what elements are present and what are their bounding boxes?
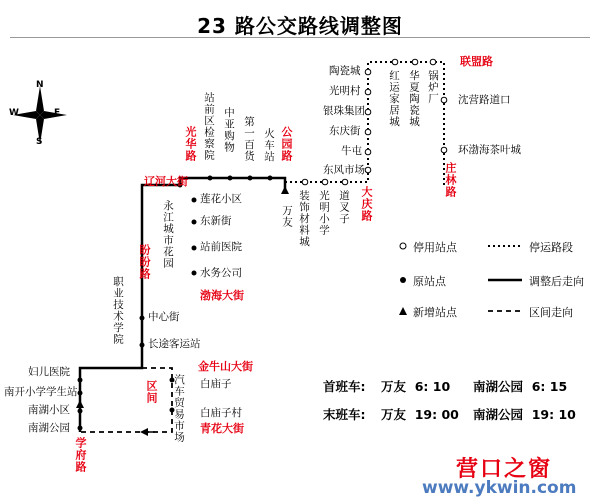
stop-zhanqian-yiyuan: 站前医院 — [200, 241, 242, 253]
stop-yinzhu-jituan: 银珠集团 — [323, 105, 365, 117]
street-zhuanglin: 庄林路 — [444, 162, 457, 198]
stop-guangming-xiaoxue: 光明小学 — [318, 190, 330, 236]
schedule-last-label: 末班车: — [323, 407, 366, 422]
stop-lianhua-xiaoqu: 莲花小区 — [200, 193, 242, 205]
stop-hongyun-jiaju-cheng: 红运家居城 — [388, 70, 400, 128]
compass-w: W — [9, 108, 19, 118]
schedule-last-nanhu: 南湖公园 19: 10 — [473, 407, 576, 422]
street-bohai: 渤海大街 — [200, 289, 244, 302]
street-quhe: 区间 — [145, 380, 158, 404]
stop-fuer-yiyuan: 妇儿医院 — [28, 366, 70, 378]
stop-dongxin-jie: 东新街 — [200, 215, 232, 227]
schedule-first-wanyou: 万友 6: 10 — [381, 379, 451, 394]
legend-new-station: 新增站点 — [413, 306, 457, 319]
compass-n: N — [36, 80, 44, 90]
stop-shenying-lu-daokou: 沈营路道口 — [458, 94, 511, 106]
stop-shuiwu-gongsi: 水务公司 — [200, 267, 242, 279]
schedule-last-wanyou: 万友 19: 00 — [381, 407, 459, 422]
stop-taoci-cheng: 陶瓷城 — [329, 65, 361, 77]
legend-original-station: 原站点 — [413, 275, 446, 288]
stop-nanhu-gongyuan: 南湖公园 — [28, 422, 70, 434]
stop-yongjiang-chenghuayuan: 永江城市花园 — [162, 200, 174, 269]
street-xuefu: 学府路 — [74, 437, 87, 473]
street-qinghua: 青花大街 — [200, 422, 244, 435]
street-daqing: 大庆路 — [360, 186, 373, 222]
stop-wanyou: 万友 — [281, 205, 293, 228]
street-lianmeng: 联盟路 — [460, 55, 493, 68]
street-jinshan: 金牛山大街 — [198, 360, 253, 373]
street-guanghua: 光华路 — [184, 126, 197, 162]
page-title: 23 路公交路线调整图 — [197, 14, 403, 38]
watermark-url: www.ykwin.com — [422, 478, 577, 498]
stop-zhiye-jishu-xueyuan: 职业技术学院 — [112, 276, 124, 345]
street-gongyuan: 公园路 — [280, 126, 293, 162]
stop-zhongya-gouwu: 中亚购物 — [223, 107, 235, 153]
legend-stopped-station: 停用站点 — [413, 241, 457, 254]
watermark-logo-text: 营口之窗 — [456, 456, 553, 482]
stop-huanbohai-chaye-cheng: 环渤海茶叶城 — [458, 144, 521, 156]
interval-route-line — [80, 368, 172, 432]
legend-adjusted-route: 调整后走向 — [529, 275, 584, 288]
stop-qiche-maoyi-shichang: 汽车贸易市场 — [173, 374, 185, 443]
stop-niutun: 牛屯 — [341, 145, 362, 157]
legend-interval-route: 区间走向 — [529, 306, 573, 319]
legend-stopped-section: 停运路段 — [529, 241, 573, 254]
stop-huaxia-taoci-cheng: 华夏陶瓷城 — [408, 70, 420, 128]
stop-nanhu-xiaoqu: 南湖小区 — [28, 404, 70, 416]
stop-nankai-xiaoxue: 南开小学学生站 — [4, 386, 78, 398]
schedule-first-label: 首班车: — [323, 379, 366, 394]
stop-daochazi: 道叉子 — [338, 190, 350, 225]
stop-diyi-baihuo: 第一百货 — [243, 116, 255, 162]
stop-dongfeng-shichang: 东风市场 — [323, 164, 365, 176]
stop-guangming-cun: 光明村 — [329, 85, 361, 97]
stop-baimiaozi: 白庙子 — [200, 378, 232, 390]
stop-guolu-chang: 锅炉厂 — [427, 70, 439, 105]
stop-zhongxin-jie: 中心街 — [148, 311, 180, 323]
street-panpan: 盼盼路 — [138, 244, 151, 280]
street-liaohe: 辽河大街 — [144, 175, 188, 188]
compass-s: S — [36, 137, 43, 147]
stop-dongqing-jie: 东庆街 — [329, 125, 361, 137]
stop-baimiaozi-cun: 白庙子村 — [200, 407, 242, 419]
stop-zhuangshi-cailiao: 装饰材料城 — [298, 190, 310, 248]
schedule-first-nanhu: 南湖公园 6: 15 — [473, 379, 568, 394]
stop-huochezhan: 火车站 — [263, 128, 275, 163]
stop-changtu-keyunzhan: 长途客运站 — [148, 338, 201, 350]
compass-e: E — [54, 108, 61, 118]
stop-zhanqian-jianchayuan: 站前区检察院 — [203, 92, 215, 161]
